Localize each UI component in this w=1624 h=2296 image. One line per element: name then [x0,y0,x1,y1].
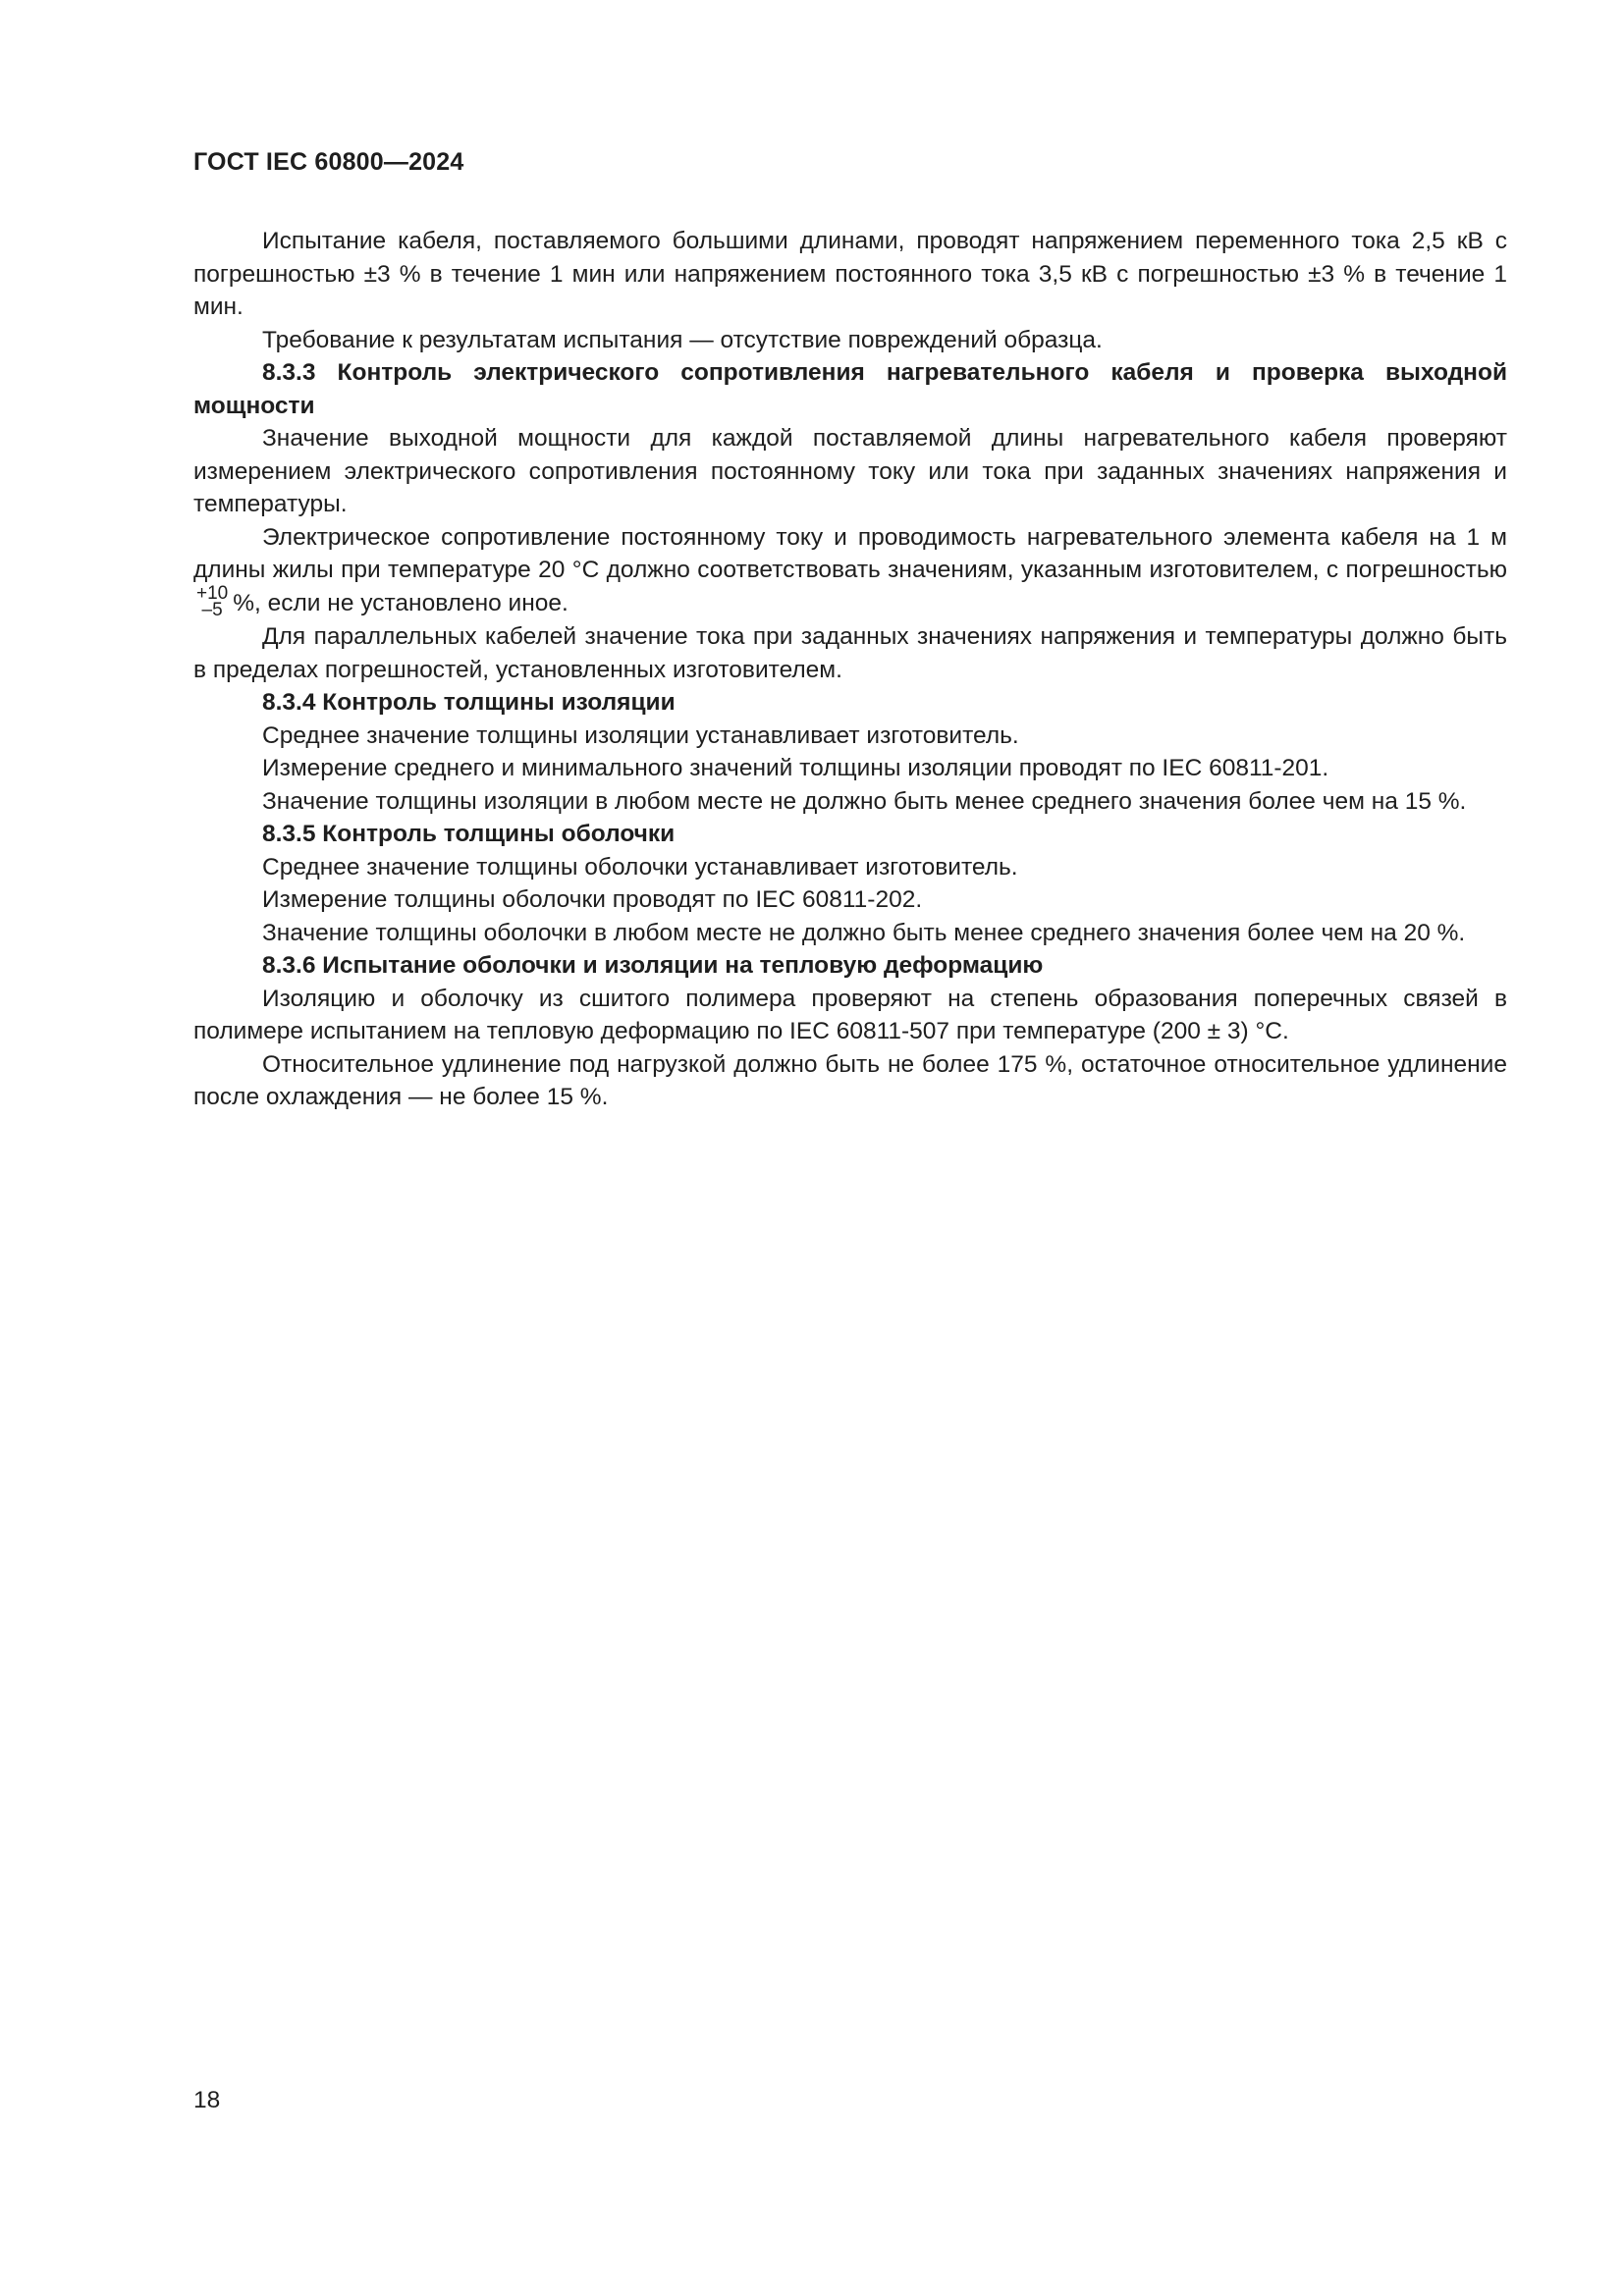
section-heading-8-3-4: 8.3.4 Контроль толщины изоляции [262,689,676,717]
paragraph-test-requirement: Требование к результатам испытания — отсутствие повреждений образца. [262,326,1103,353]
document-header: ГОСТ IEC 60800—2024 [193,148,464,176]
paragraph-sheath-measurement: Измерение толщины оболочки проводят по IEC 60811-202. [262,886,923,914]
paragraph-cable-test: Испытание кабеля, поставляемого большими длинами, проводят напряжением переменного тока 2,5 кВ с погрешностью ±3 % в течение 1 мин или напряжением постоянного тока 3,5 кВ с погрешностью ±3 % в течение 1 мин. [193,228,1507,320]
section-heading-8-3-5: 8.3.5 Контроль толщины оболочки [262,821,676,848]
tolerance-value [196,583,229,621]
paragraph-resistance-tolerance [193,521,1507,621]
paragraph-elongation: Относительное удлинение под нагрузкой должно быть не более 175 %, остаточное относительное удлинение после охлаждения — не более 15 %. [193,1050,1507,1111]
document-body [193,225,1507,1114]
paragraph-insulation-measurement: Измерение среднего и минимального значений толщины изоляции проводят по IEC 60811-201. [262,755,1329,782]
section-heading-8-3-6: 8.3.6 Испытание оболочки и изоляции на тепловую деформацию [262,952,1044,980]
section-heading-8-3-3: 8.3.3 Контроль электрического сопротивления нагревательного кабеля и проверка выходной мощности [193,359,1507,419]
resistance-text-end: %, если не установлено иное. [233,589,568,616]
tolerance-lower: –5 [201,600,223,621]
paragraph-insulation-average: Среднее значение толщины изоляции устанавливает изготовитель. [262,721,1019,749]
paragraph-insulation-minimum: Значение толщины изоляции в любом месте не должно быть менее среднего значения более чем на 15 %. [262,787,1467,815]
page-number: 18 [193,2087,221,2113]
paragraph-sheath-average: Среднее значение толщины оболочки устанавливает изготовитель. [262,853,1018,881]
resistance-text: Электрическое сопротивление постоянному току и проводимость нагревательного элемента кабеля на 1 м длины жилы при температуре 20 °С должно соответствовать значениям, указанным изготовителем, с погрешностью [193,523,1507,583]
paragraph-hot-set-test: Изоляцию и оболочку из сшитого полимера проверяют на степень образования поперечных связей в полимере испытанием на тепловую деформацию по IEC 60811-507 при температуре (200 ± 3) °С. [193,985,1507,1045]
paragraph-parallel-cables: Для параллельных кабелей значение тока при заданных значениях напряжения и температуры должно быть в пределах погрешностей, установленных изготовителем. [193,623,1507,683]
paragraph-sheath-minimum: Значение толщины оболочки в любом месте не должно быть менее среднего значения более чем на 20 %. [262,919,1466,946]
tolerance-upper: +10 [196,583,229,605]
paragraph-output-power: Значение выходной мощности для каждой поставляемой длины нагревательного кабеля проверяют измерением электрического сопротивления постоянному току или тока при заданных значениях напряжения и температуры. [193,425,1507,517]
